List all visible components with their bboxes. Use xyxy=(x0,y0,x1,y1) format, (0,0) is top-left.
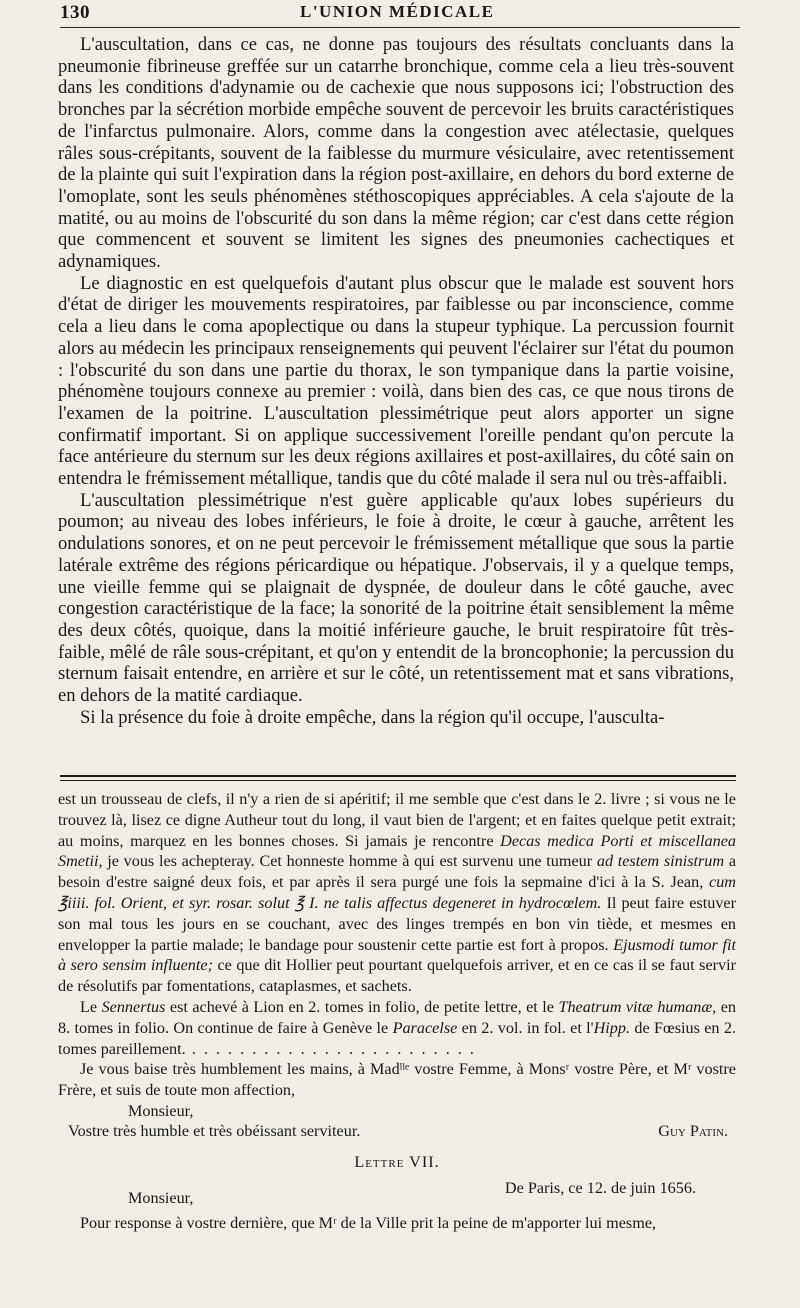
running-title: L'UNION MÉDICALE xyxy=(300,2,495,21)
footnote-paragraph: est un trousseau de clefs, il n'y a rien de si apéritif; il me semble que c'est dans le 2. livre ; si vous ne le trouvez là, lisez ce digne Autheur tout du long, il vaut bien de l'argent; et en faites quelque petit extrait; au moins, marquez en les bonnes choses. Si jamais je rencontre Decas medica Porti et miscellanea Smetii, je vous les achepteray. Cet honneste homme à qui est survenu une tumeur ad testem sinistrum a besoin d'estre saigné deux fois, et par après il sera purgé une fois la sepmaine d'ici à la S. Jean, cum ℥iiii. fol. Orient, et syr. rosar. solut ℥ I. ne talis affectus degeneret in hydrocœlem. Il peut faire estuver son mal tous les jours en se couchant, avec des linges trempés en bon vin tiède, et mesmes en envelopper la partie malade; le bandage pour soustenir cette partie est fort à propos. Ejusmodi tumor fit à sero sensim influente; ce que dit Hollier peut pourtant quelquefois arriver, et en ce cas il se faut servir de résolutifs par fomentations, cataplasmes, et sachets. xyxy=(58,790,737,996)
body-paragraph: L'auscultation plessimétrique n'est guère applicable qu'aux lobes supérieurs du poumon; au niveau des lobes inférieurs, le foie à droite, le cœur à gauche, arrêtent les ondulations sonores, et on ne peut percevoir le frémissement métallique que sous la partie latérale extrême des régions péricardique ou hépatique. J'observais, il y a quelque temps, une vieille femme qui se plaignait de dyspnée, de douleur dans le côté gauche, avec congestion caractéristique de la face; la sonorité de la poitrine était sensiblement la même des deux côtés, quoique, dans la moitié inférieure gauche, le bruit respiratoire fût très-faible, mêlé de râle sous-crépitant, et qu'on y entendit de la broncophonie; la percussion du sternum faisait entendre, en arrière et sur le côté, un retentissement mat et sans vibrations, en dehors de la matité cardiaque. xyxy=(58,489,734,707)
book-title: Paracelse xyxy=(392,1018,458,1037)
letter-salutation: Monsieur, xyxy=(128,1188,194,1207)
running-header xyxy=(60,0,740,26)
body-paragraph: Si la présence du foie à droite empêche, dans la région qu'il occupe, l'ausculta- xyxy=(80,706,665,728)
page-number: 130 xyxy=(60,2,90,23)
book-title: Theatrum vitæ humanæ, xyxy=(558,997,717,1016)
body-paragraph: L'auscultation, dans ce cas, ne donne pas toujours des résultats concluants dans la pneumonie fibrineuse greffée sur un catarrhe bronchique, comme cela a lieu très-souvent dans les conditions d'adynamie ou de cachexie que nous supposons ici; l'obstruction des bronches par la sécrétion morbide empêche souvent de percevoir les bruits caractéristiques de l'infarctus pulmonaire. Alors, comme dans la congestion avec atélectasie, quelques râles sous-crépitants, souvent de la faiblesse du murmure vésiculaire, avec retentissement de la plainte qui suit l'expiration dans la région post-axillaire, en dehors du bord externe de l'omoplate, sont les seuls phénomènes stéthoscopiques appréciables. A cela s'ajoute de la matité, ou au moins de l'obscurité du son dans la même région; car c'est dans cette région que commencent et souvent se limitent les signes des pneumonies cachectiques et adynamiques. xyxy=(58,34,734,273)
latin-citation: ad testem sinistrum xyxy=(596,852,725,871)
latin-prescription: cum ℥iiii. fol. Orient, et syr. rosar. solut ℥ I. ne talis affectus degeneret in hydrocœlem. xyxy=(58,873,736,912)
footnote-rule-thick xyxy=(60,775,736,777)
closing-formula: Vostre très humble et très obéissant serviteur. xyxy=(68,1121,361,1140)
signature-line xyxy=(58,1122,736,1143)
dateline-row xyxy=(58,1178,736,1207)
dotted-leader: . . . . . . . . . . . . . . . . . . . . . . . . xyxy=(185,1039,476,1058)
main-text xyxy=(58,34,734,729)
signature: Guy Patin. xyxy=(658,1121,728,1140)
book-title: Hipp. xyxy=(593,1018,631,1037)
letter-heading: Lettre VII. xyxy=(354,1152,440,1171)
letter-dateline: De Paris, ce 12. de juin 1656. xyxy=(504,1178,696,1197)
closing-salutation: Monsieur, xyxy=(128,1101,194,1120)
footnote-section xyxy=(58,789,736,1234)
footnote-paragraph: Le Sennertus est achevé à Lion en 2. tomes in folio, de petite lettre, et le Theatrum vitæ humanæ, en 8. tomes in folio. On continue de faire à Genève le Paracelse en 2. vol. in fol. et l'Hipp. de Fœsius en 2. tomes pareillement. . . . . . . . . . . . . . . . . . . . . . . . . xyxy=(58,997,736,1058)
letter-first-line: Pour response à vostre dernière, que Mʳ de la Ville prit la peine de m'apporter lui mesme, xyxy=(80,1213,657,1232)
footnote-paragraph: Je vous baise très humblement les mains, à Madˡˡᵉ vostre Femme, à Monsʳ vostre Père, et Mʳ vostre Frère, et suis de toute mon affection, xyxy=(58,1060,736,1100)
latin-citation: Ejusmodi tumor fit à sero sensim influente; xyxy=(58,935,736,975)
footnote-rule-thin xyxy=(60,780,736,781)
latin-citation: Decas medica Porti et miscellanea Smetii, xyxy=(58,831,737,871)
book-title: Sennertus xyxy=(101,997,166,1016)
body-paragraph: Le diagnostic en est quelquefois d'autant plus obscur que le malade est souvent hors d'état de diriger les mouvements respiratoires, par faiblesse ou par inconscience, comme cela a lieu dans le coma apoplectique ou dans la stupeur typhique. La percussion fournit alors au médecin les principaux renseignements qui peuvent l'éclairer sur l'état du poumon : l'obscurité du son dans une partie du thorax, le son tympanique dans la partie voisine, phénomène toujours connexe au premier : voilà, dans bien des cas, ce que nous tirons de l'examen de la poitrine. L'auscultation plessimétrique peut alors apporter un signe confirmatif important. Si on applique successivement l'oreille pendant qu'on percute la face antérieure du sternum sur les deux régions axillaires et post-axillaires, du côté sain on entendra le frémissement métallique, tandis que du côté malade il sera nul ou très-affaibli. xyxy=(58,272,734,490)
header-rule xyxy=(60,27,740,28)
